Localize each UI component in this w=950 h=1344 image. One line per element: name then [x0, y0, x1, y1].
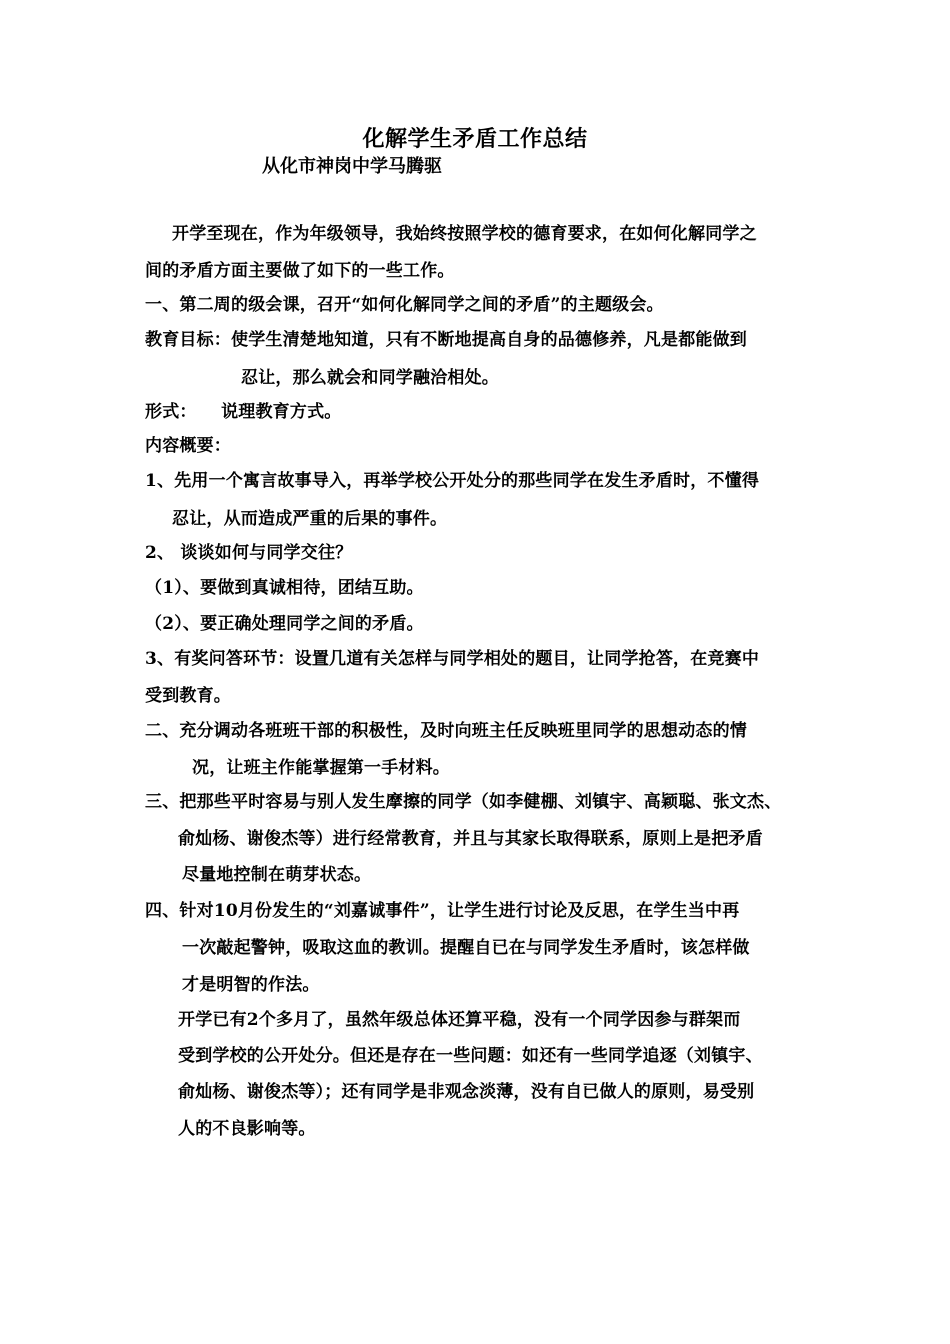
paragraph-line: 四、针对10月份发生的“刘嘉诚事件”，让学生进行讨论及反思，在学生当中再 [145, 901, 740, 921]
paragraph-line: 教育目标：使学生清楚地知道，只有不断地提高自身的品德修养，凡是都能做到 [145, 330, 747, 350]
paragraph-line: 才是明智的作法。 [182, 975, 320, 995]
paragraph-line: 尽量地控制在萌芽状态。 [182, 865, 372, 885]
paragraph-line: 间的矛盾方面主要做了如下的一些工作。 [145, 261, 455, 281]
paragraph-line: 受到学校的公开处分。但还是存在一些问题：如还有一些同学追逐（刘镇宇、 [178, 1046, 763, 1066]
paragraph-line: 开学已有2个多月了，虽然年级总体还算平稳，没有一个同学因参与群架而 [178, 1010, 741, 1030]
paragraph-line: 忍让，从而造成严重的后果的事件。 [172, 509, 448, 529]
paragraph-line: 人的不良影响等。 [178, 1119, 316, 1139]
paragraph-line: 三、把那些平时容易与别人发生摩擦的同学（如李健棚、刘镇宇、高颖聪、张文杰、 [145, 792, 782, 812]
paragraph-line: 开学至现在，作为年级领导，我始终按照学校的德育要求，在如何化解同学之 [172, 224, 757, 244]
paragraph-line: 3、有奖问答环节：设置几道有关怎样与同学相处的题目，让同学抢答，在竞赛中 [145, 649, 760, 669]
paragraph-line: 一次敲起警钟，吸取这血的教训。提醒自已在与同学发生矛盾时，该怎样做 [182, 938, 750, 958]
paragraph-line: 形式： 说理教育方式。 [145, 402, 342, 422]
paragraph-line: 二、充分调动各班班干部的积极性，及时向班主任反映班里同学的思想动态的情 [145, 721, 747, 741]
paragraph-line: （1）、要做到真诚相待，团结互助。 [145, 578, 424, 598]
paragraph-line: 内容概要： [145, 436, 231, 456]
paragraph-line: 俞灿杨、谢俊杰等）进行经常教育，并且与其家长取得联系，原则上是把矛盾 [178, 829, 763, 849]
paragraph-line: （2）、要正确处理同学之间的矛盾。 [145, 614, 424, 634]
paragraph-line: 受到教育。 [145, 686, 231, 706]
document-title: 化解学生矛盾工作总结 [362, 126, 588, 152]
paragraph-line: 一、第二周的级会课，召开“如何化解同学之间的矛盾”的主题级会。 [145, 295, 664, 315]
paragraph-line: 2、 谈谈如何与同学交往？ [145, 543, 353, 563]
paragraph-line: 俞灿杨、谢俊杰等）；还有同学是非观念淡薄，没有自已做人的原则，易受别 [178, 1082, 755, 1102]
document-author: 从化市神岗中学马腾驱 [262, 156, 442, 177]
paragraph-line: 忍让，那么就会和同学融洽相处。 [241, 368, 499, 388]
paragraph-line: 1、先用一个寓言故事导入，再举学校公开处分的那些同学在发生矛盾时，不懂得 [145, 471, 760, 491]
paragraph-line: 况，让班主作能掌握第一手材料。 [192, 758, 450, 778]
